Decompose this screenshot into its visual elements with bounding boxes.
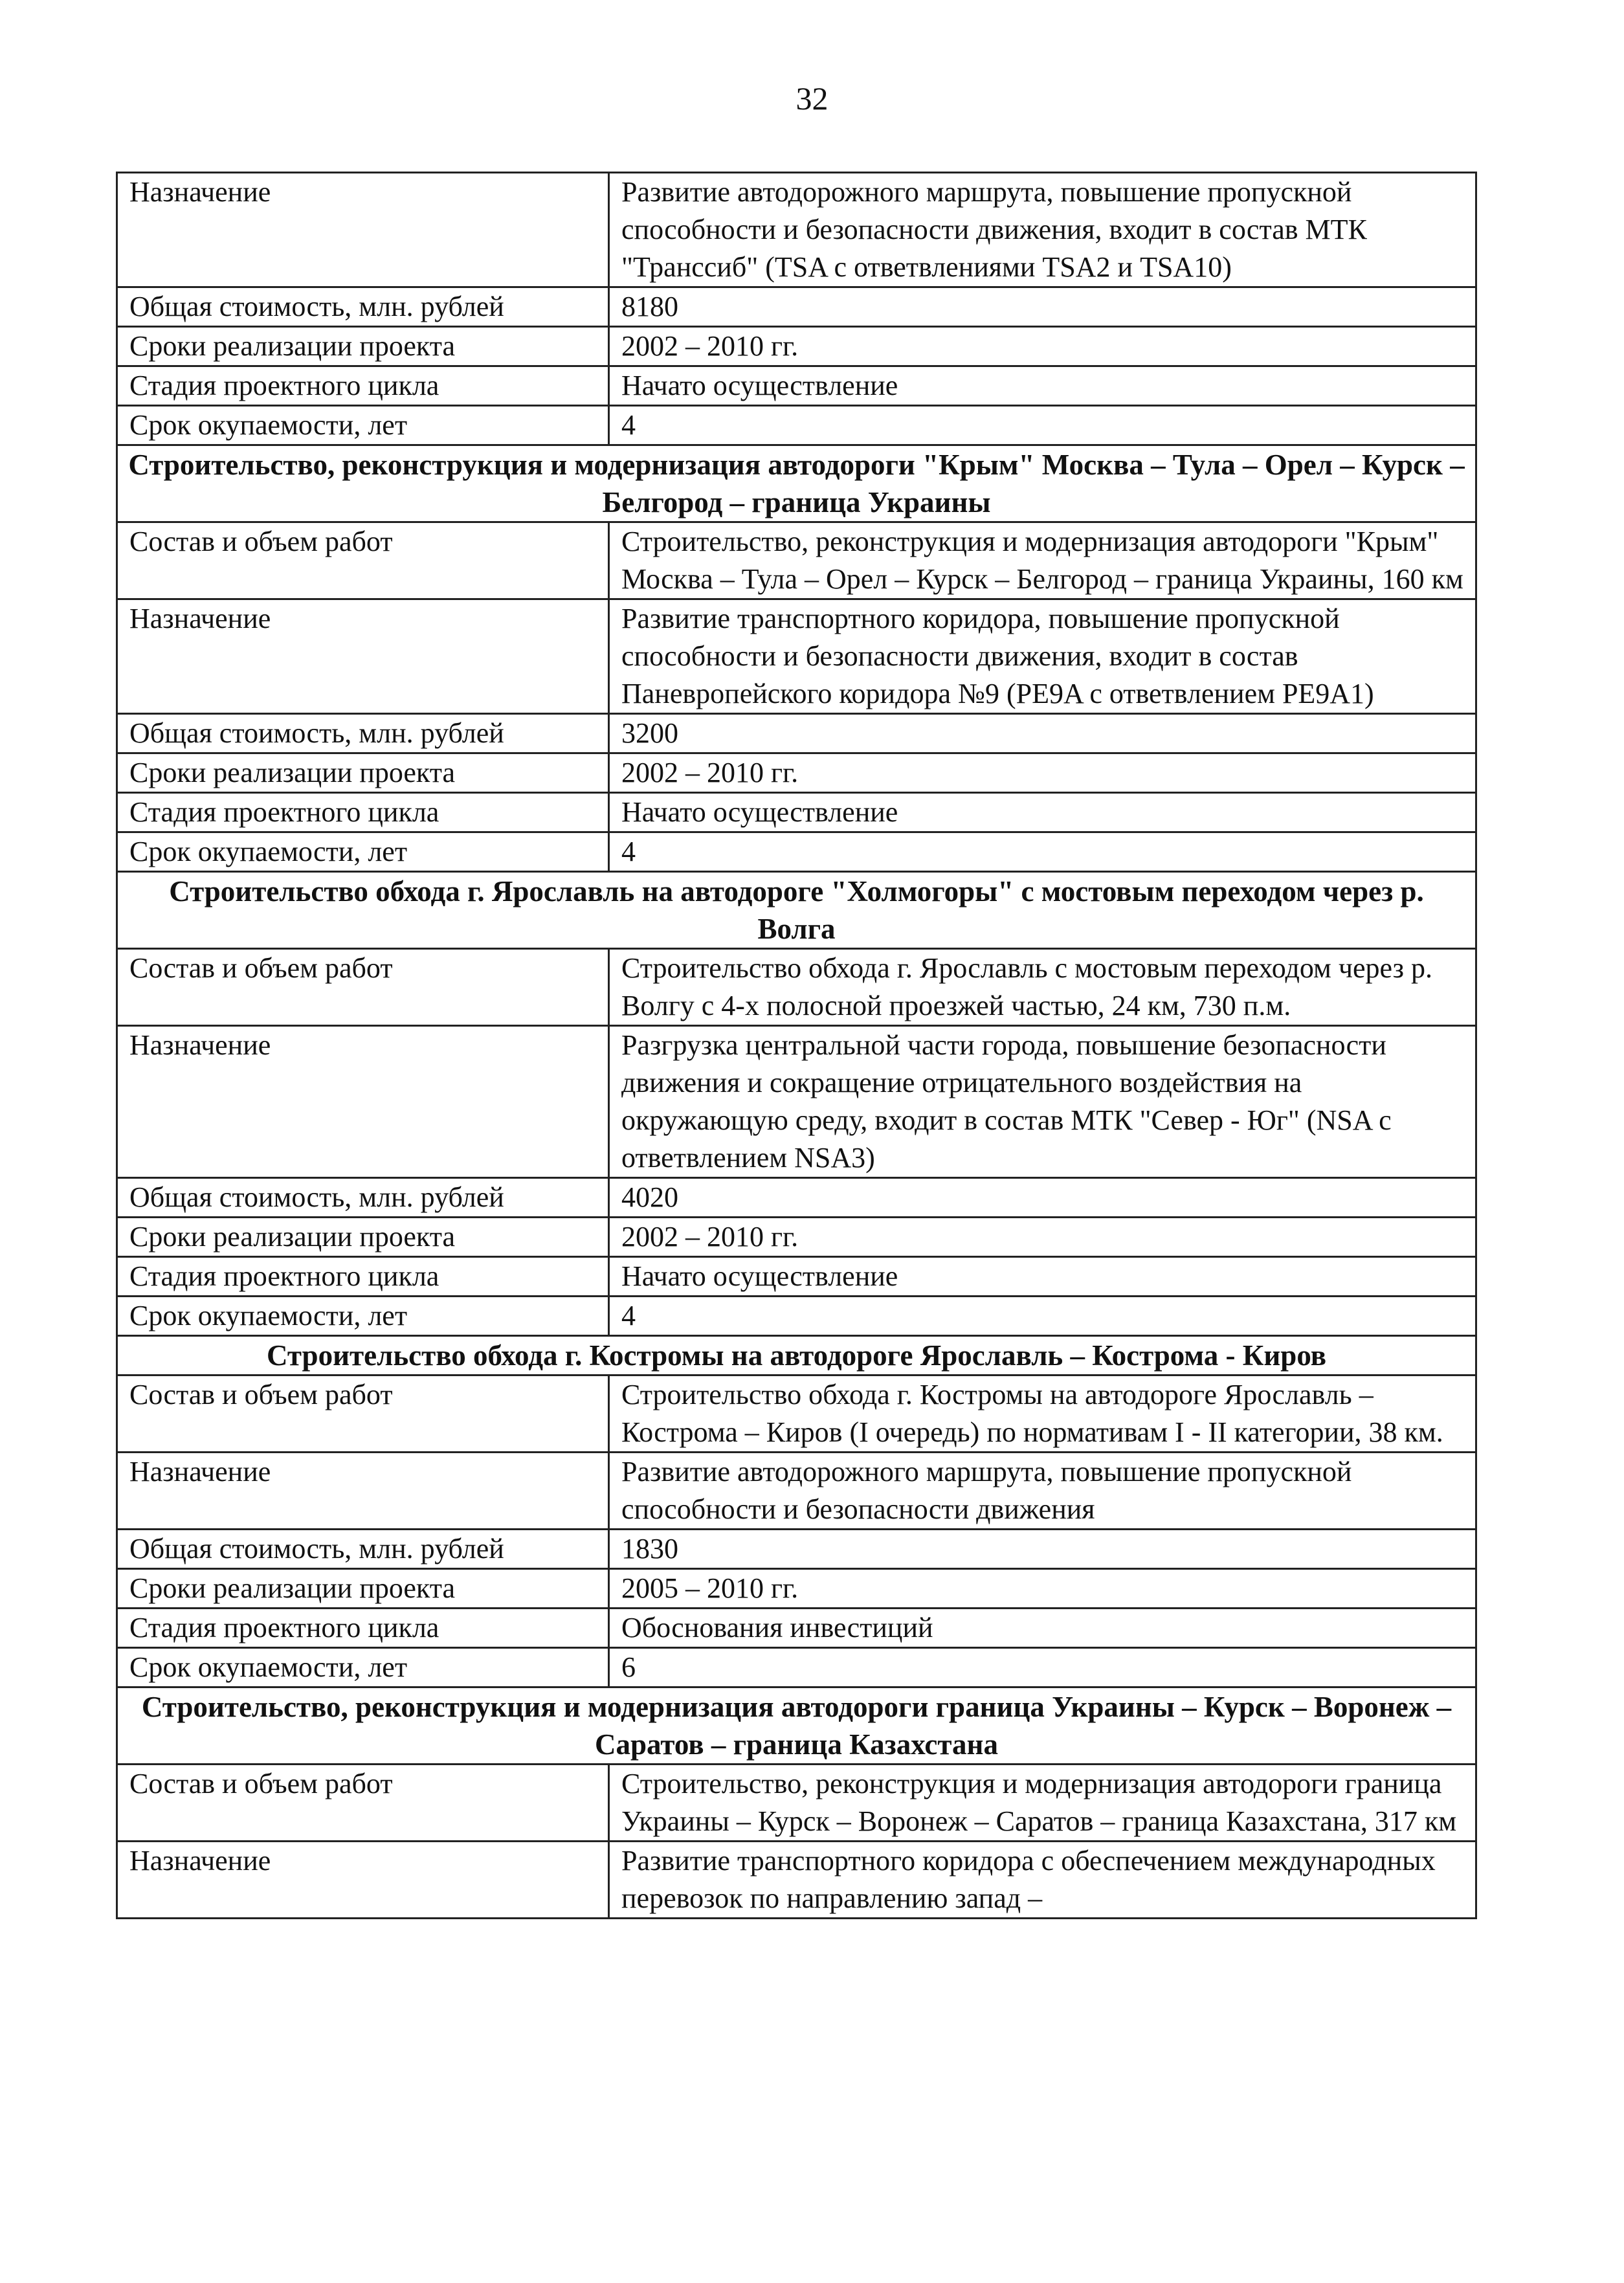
- project-title: Строительство обхода г. Ярославль на автодороге "Холмогоры" с мостовым переходом через р. Волга: [117, 872, 1476, 949]
- row-value: 4020: [609, 1178, 1476, 1218]
- table-row: [117, 949, 1476, 1026]
- row-label: Сроки реализации проекта: [117, 1218, 609, 1257]
- row-value: 2002 – 2010 гг.: [609, 1218, 1476, 1257]
- table-row: [117, 173, 1476, 287]
- row-value: 4: [609, 406, 1476, 445]
- table-row: [117, 793, 1476, 832]
- table-row: [117, 406, 1476, 445]
- table-row: [117, 1765, 1476, 1842]
- table-row: [117, 1648, 1476, 1687]
- row-value: 6: [609, 1648, 1476, 1687]
- project-title: Строительство, реконструкция и модернизация автодороги граница Украины – Курск – Воронеж – Саратов – граница Казахстана: [117, 1687, 1476, 1765]
- row-label: Общая стоимость, млн. рублей: [117, 287, 609, 327]
- row-value: 2005 – 2010 гг.: [609, 1569, 1476, 1609]
- table-row: [117, 1569, 1476, 1609]
- table-row: [117, 1842, 1476, 1919]
- project-heading-row: [117, 1336, 1476, 1375]
- row-label: Сроки реализации проекта: [117, 1569, 609, 1609]
- row-label: Сроки реализации проекта: [117, 753, 609, 793]
- row-label: Состав и объем работ: [117, 1765, 609, 1842]
- table-row: [117, 1609, 1476, 1648]
- row-label: Стадия проектного цикла: [117, 793, 609, 832]
- row-value: Обоснования инвестиций: [609, 1609, 1476, 1648]
- row-label: Назначение: [117, 173, 609, 287]
- row-label: Состав и объем работ: [117, 949, 609, 1026]
- row-value: 1830: [609, 1530, 1476, 1569]
- row-value: Строительство обхода г. Костромы на автодороге Ярославль – Кострома – Киров (I очередь) по нормативам I - II категории, 38 км.: [609, 1375, 1476, 1453]
- project-title: Строительство, реконструкция и модернизация автодороги "Крым" Москва – Тула – Орел – Курск – Белгород – граница Украины: [117, 445, 1476, 522]
- table-row: [117, 1297, 1476, 1336]
- row-value: Строительство обхода г. Ярославль с мостовым переходом через р. Волгу с 4-х полосной проезжей частью, 24 км, 730 п.м.: [609, 949, 1476, 1026]
- row-value: 2002 – 2010 гг.: [609, 327, 1476, 366]
- row-value: Разгрузка центральной части города, повышение безопасности движения и сокращение отрицательного воздействия на окружающую среду, входит в состав МТК "Север - Юг" (NSA с ответвлением NSA3): [609, 1026, 1476, 1178]
- row-label: Назначение: [117, 1453, 609, 1530]
- row-label: Назначение: [117, 599, 609, 714]
- row-label: Сроки реализации проекта: [117, 327, 609, 366]
- table-row: [117, 1375, 1476, 1453]
- page-number: 32: [795, 80, 829, 117]
- row-label: Общая стоимость, млн. рублей: [117, 1530, 609, 1569]
- row-value: Строительство, реконструкция и модернизация автодороги граница Украины – Курск – Воронеж – Саратов – граница Казахстана, 317 км: [609, 1765, 1476, 1842]
- table-row: [117, 1218, 1476, 1257]
- table-row: [117, 1257, 1476, 1297]
- row-label: Срок окупаемости, лет: [117, 406, 609, 445]
- table-row: [117, 714, 1476, 753]
- row-label: Назначение: [117, 1026, 609, 1178]
- table-row: [117, 522, 1476, 599]
- row-value: 4: [609, 832, 1476, 872]
- row-value: Строительство, реконструкция и модернизация автодороги "Крым" Москва – Тула – Орел – Курск – Белгород – граница Украины, 160 км: [609, 522, 1476, 599]
- table-row: [117, 327, 1476, 366]
- row-value: 8180: [609, 287, 1476, 327]
- row-value: Развитие транспортного коридора с обеспечением международных перевозок по направлению запад –: [609, 1842, 1476, 1919]
- row-label: Состав и объем работ: [117, 522, 609, 599]
- project-heading-row: [117, 1687, 1476, 1765]
- row-value: Начато осуществление: [609, 1257, 1476, 1297]
- project-heading-row: [117, 872, 1476, 949]
- row-value: Развитие автодорожного маршрута, повышение пропускной способности и безопасности движения: [609, 1453, 1476, 1530]
- table-row: [117, 753, 1476, 793]
- row-label: Общая стоимость, млн. рублей: [117, 714, 609, 753]
- table-row: [117, 287, 1476, 327]
- row-label: Назначение: [117, 1842, 609, 1919]
- table-row: [117, 599, 1476, 714]
- row-label: Стадия проектного цикла: [117, 1609, 609, 1648]
- row-label: Срок окупаемости, лет: [117, 1297, 609, 1336]
- row-label: Срок окупаемости, лет: [117, 1648, 609, 1687]
- project-heading-row: [117, 445, 1476, 522]
- row-label: Стадия проектного цикла: [117, 1257, 609, 1297]
- projects-table: [116, 172, 1477, 1919]
- row-label: Общая стоимость, млн. рублей: [117, 1178, 609, 1218]
- table-row: [117, 366, 1476, 406]
- table-row: [117, 1530, 1476, 1569]
- table-row: [117, 1026, 1476, 1178]
- row-label: Срок окупаемости, лет: [117, 832, 609, 872]
- row-value: 2002 – 2010 гг.: [609, 753, 1476, 793]
- row-value: 3200: [609, 714, 1476, 753]
- row-label: Стадия проектного цикла: [117, 366, 609, 406]
- row-value: 4: [609, 1297, 1476, 1336]
- table-row: [117, 1453, 1476, 1530]
- table-row: [117, 832, 1476, 872]
- row-value: Начато осуществление: [609, 366, 1476, 406]
- row-value: Начато осуществление: [609, 793, 1476, 832]
- table-row: [117, 1178, 1476, 1218]
- row-value: Развитие транспортного коридора, повышение пропускной способности и безопасности движения, входит в состав Паневропейского коридора №9 (PE9A с ответвлением PE9A1): [609, 599, 1476, 714]
- row-value: Развитие автодорожного маршрута, повышение пропускной способности и безопасности движения, входит в состав МТК "Транссиб" (TSA с ответвлениями TSA2 и TSA10): [609, 173, 1476, 287]
- project-title: Строительство обхода г. Костромы на автодороге Ярославль – Кострома - Киров: [117, 1336, 1476, 1375]
- row-label: Состав и объем работ: [117, 1375, 609, 1453]
